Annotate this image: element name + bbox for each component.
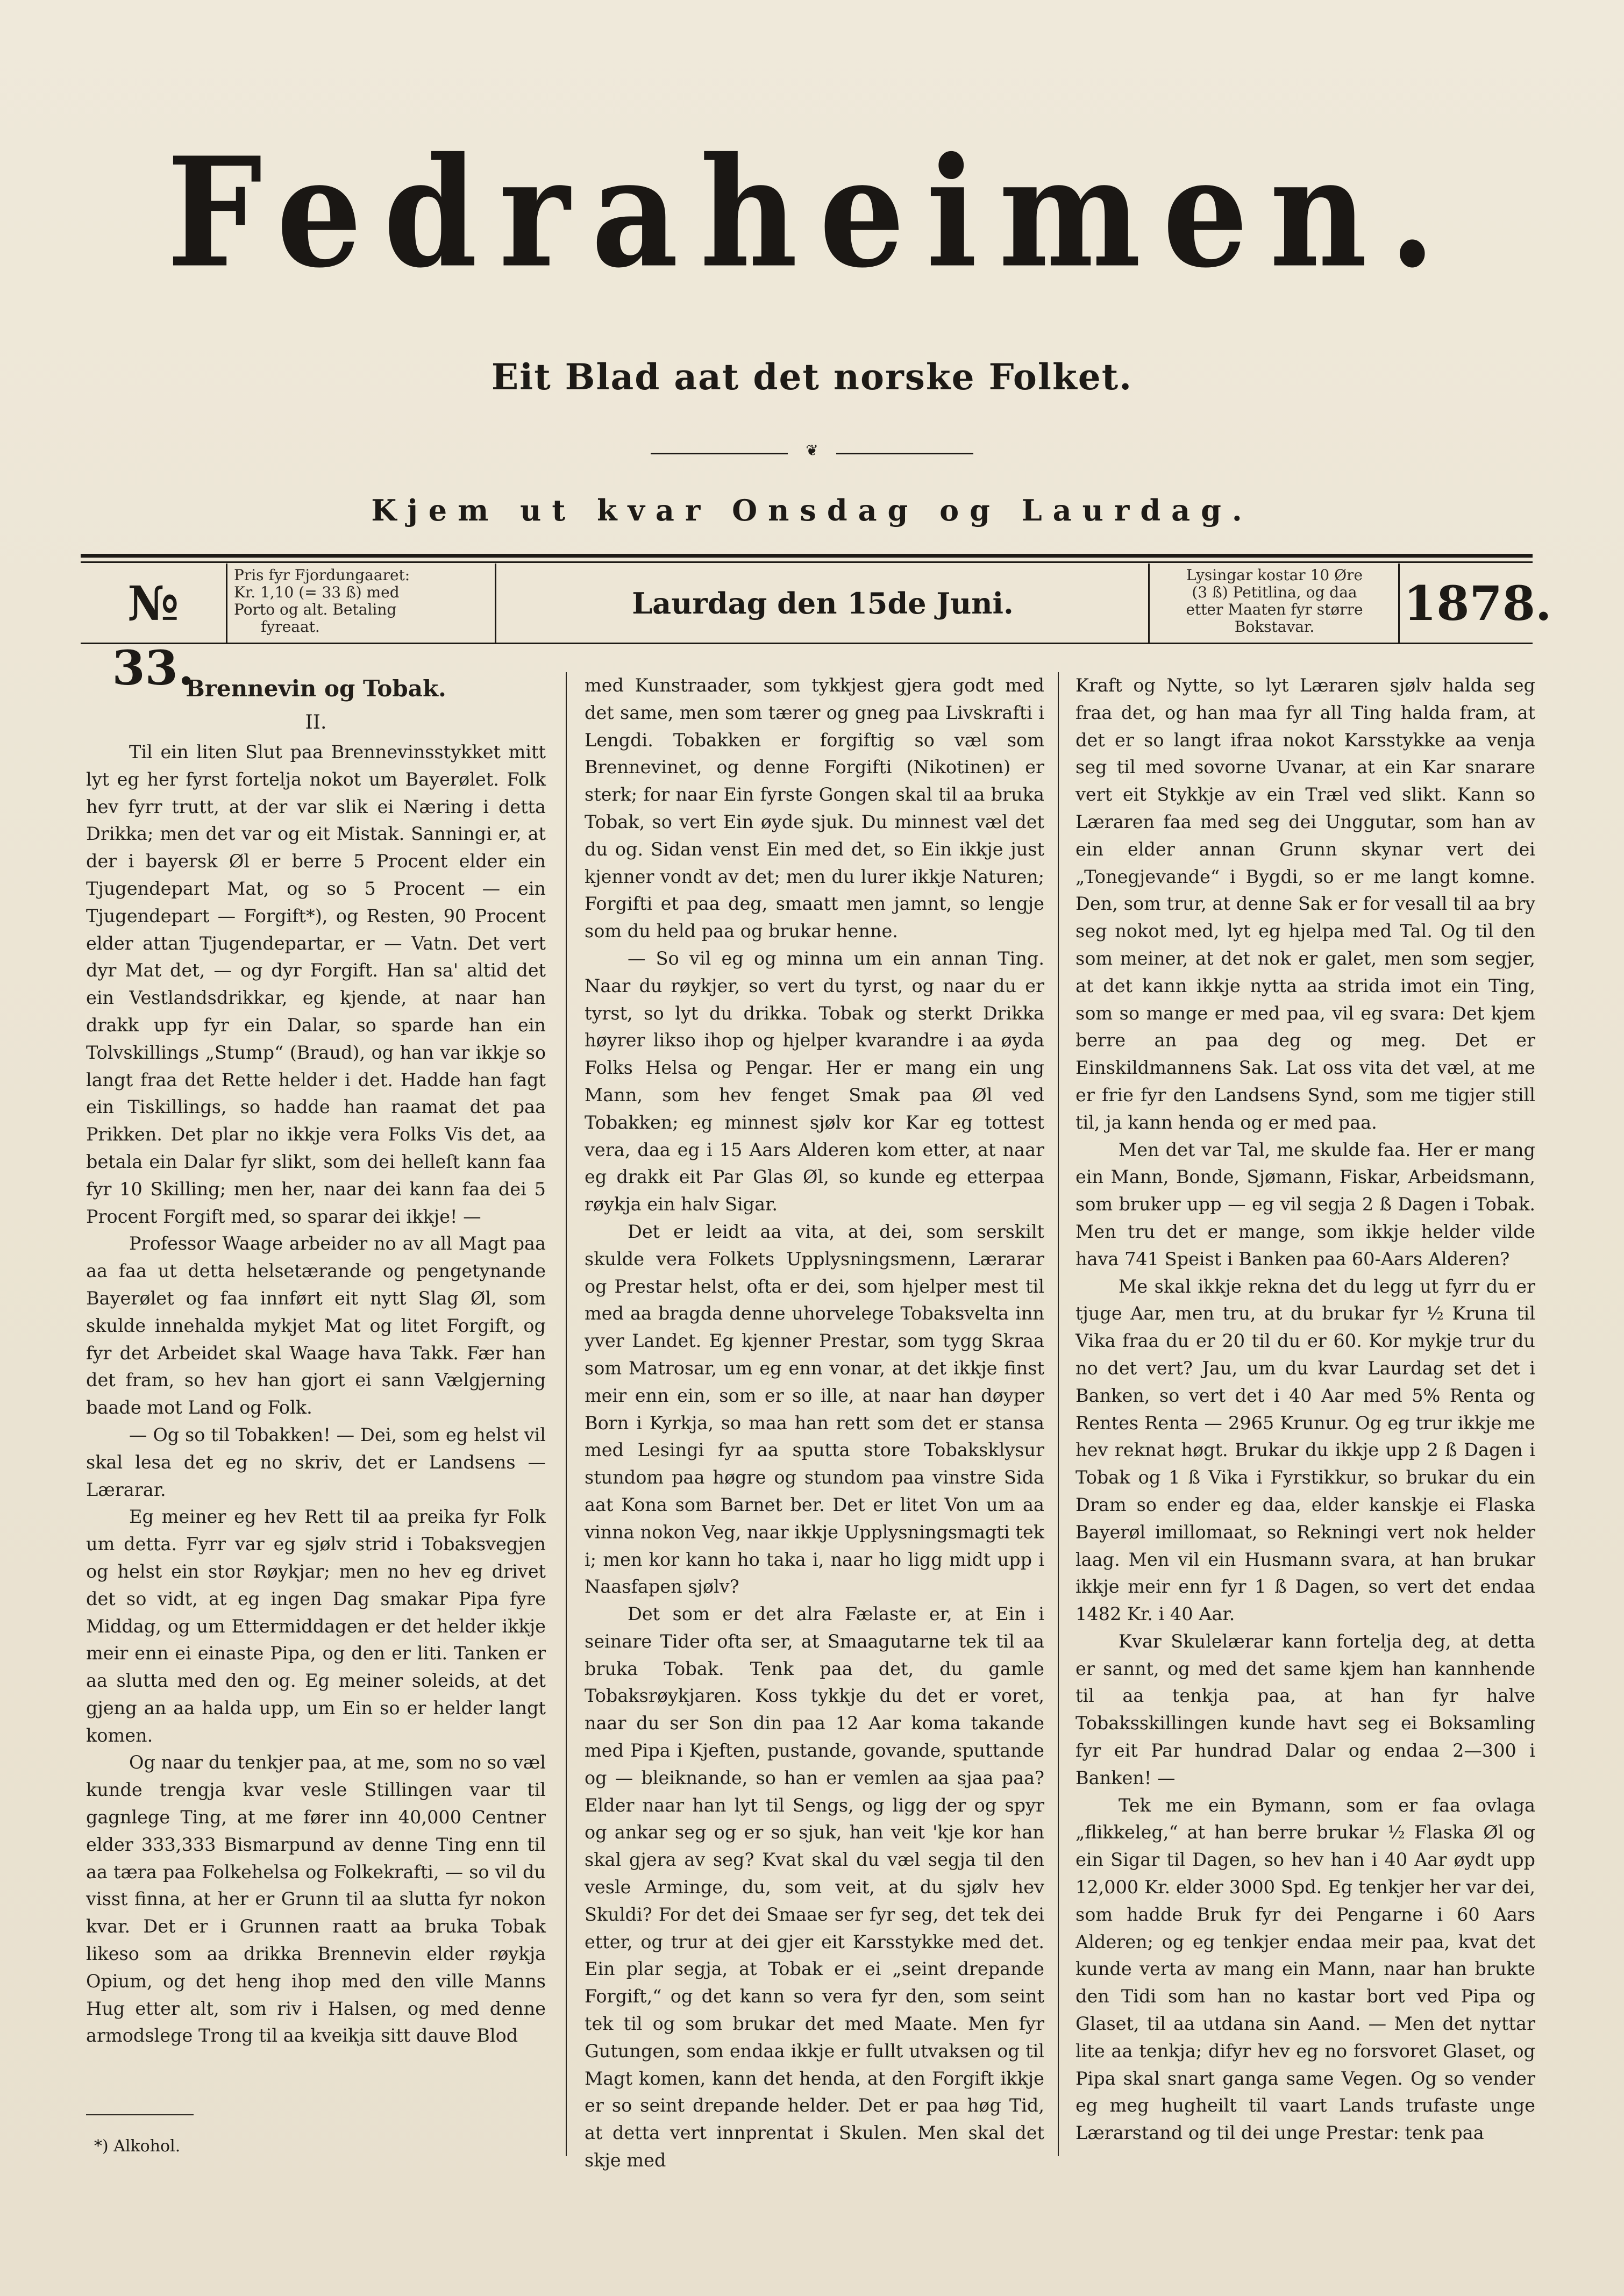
subscription-price — [234, 567, 487, 636]
article-part-number: II. — [305, 711, 327, 733]
footnote: *) Alkohol. — [94, 2137, 181, 2156]
article-title: Brennevin og Tobak. — [186, 675, 446, 702]
column-2 — [585, 672, 1044, 2174]
infobar-rule-thick — [81, 554, 1533, 558]
paragraph: Eg meiner eg hev Rett til aa preika fyr Folk um detta. Fyrr var eg sjølv strid i Tobaksvegjen og helst ein stor Røykjar; men no hev eg drivet det so vidt, at eg ingen Dag smakar Pipa fyre Middag, og um Ettermiddagen er det helder ikkje meir enn ei einaste Pipa, og den er liti. Tanken er aa slutta med den og. Eg meiner soleids, at det gjeng an aa halda upp, um Ein so er helder langt komen. — [86, 1506, 546, 1746]
issue-date: Laurdag den 15de Juni. — [632, 586, 1014, 621]
paragraph: Kraft og Nytte, so lyt Læraren sjølv halda seg fraa det, og han maa fyr all Ting halda fram, at det er so langt ifraa nokot Karsstykke aa venja seg til med sovorne Uvanar, at ein Kar snarare vert eit Stykkje av ein Træl ved slikt. Kann so Læraren faa med seg dei Unggutar, som han av ein elder annan Grunn skynar vert dei „Tonegjevande“ i Bygdi, so er me langt komne. Den, som trur, at denne Sak er for vesall til aa bry seg nokot med, lyt eg hjelpa med Tal. Og til den som meiner, at det nok er galet, men som segjer, at det kann ikkje nytta aa strida imot ein Ting, som so mange er med paa, vil eg svara: Det kjem berre an paa deg og meg. Det er Einskildmannens Sak. Lat oss vita det væl, at me er frie fyr den Landsens Synd, som me tigjer still til, ja kann henda og er med paa. — [1075, 675, 1535, 1133]
paragraph: Men det var Tal, me skulde faa. Her er mang ein Mann, Bonde, Sjømann, Fiskar, Arbeidsmann, som bruker upp — eg vil segja 2 ß Dagen i Tobak. Men tru det er mange, som ikkje helder vilde hava 741 Speist i Banken paa 60-Aars Alderen? — [1075, 1139, 1535, 1270]
infobar-divider — [495, 564, 496, 643]
price-line: Kr. 1,10 (= 33 ß) med — [234, 583, 400, 601]
advertising-rates — [1153, 567, 1395, 636]
paragraph: Professor Waage arbeider no av all Magt paa aa faa ut detta helsetærande og pengetynande Bayerølet og faa innført eit nytt Slag Øl, som skulde innehalda mykjet Mat og litet Forgift, og fyr det Arbeidet skal Waage hava Takk. Fær han det fram, so hev han gjort ei sann Vælgjerning baade mot Land og Folk. — [86, 1233, 546, 1418]
infobar-rule-thin — [81, 561, 1533, 563]
paragraph: — Og so til Tobakken! — Dei, som eg helst vil skal lesa det eg no skriv, det er Landsens — Lærarar. — [86, 1424, 546, 1500]
paragraph: Til ein liten Slut paa Brennevinsstykket mitt lyt eg her fyrst fortelja nokot um Bayerølet. Folk hev fyrr trutt, at der var slik ei Næring i detta Drikka; men det var og eit Mistak. Sanningi er, at der i bayersk Øl er berre 5 Procent elder ein Tjugendepart Mat, og so 5 Procent — ein Tjugendepart — Forgift*), og Resten, 90 Procent elder attan Tjugendepartar, er — Vatn. Det vert dyr Mat det, — og dyr Forgift. Han sa' altid det ein Vestlandsdrikkar, eg kjende, at naar han drakk upp fyr ein Dalar, so sparde han ein Tolvskillings „Stump“ (Braud), og han var ikkje so langt fraa det Rette helder i det. Hadde han fagt ein Tiskillings, so hadde han raamat det paa Prikken. Det plar no ikkje vera Folks Vis det, aa betala ein Dalar fyr slikt, som dei helleſt kann faa fyr 10 Skilling; men her, naar dei kann faa dei 5 Procent Forgift med, so sparar dei ikkje! — — [86, 741, 546, 1227]
infobar-divider — [1398, 564, 1400, 643]
paragraph: Me skal ikkje rekna det du legg ut fyrr du er tjuge Aar, men tru, at du brukar fyr ½ Kruna til Vika fraa du er 20 til du er 60. Kor mykje trur du no det vert? Jau, um du kvar Laurdag set det i Banken, so vert det i 40 Aar med 5% Renta og Rentes Renta — 2965 Krunur. Og eg trur ikkje me hev reknat høgt. Brukar du ikkje upp 2 ß Dagen i Tobak og 1 ß Vika i Fyrstikkur, so brukar du ein Dram so ender eg daa, elder kanskje ei Flaska Bayerøl imillomaat, so Rekningi vert nok helder laag. Men vil ein Husmann svara, at han brukar ikkje meir enn fyr 1 ß Dagen, so vert det endaa 1482 Kr. i 40 Aar. — [1075, 1275, 1535, 1625]
masthead-title: Fedraheimen. — [167, 124, 1457, 301]
price-line: Pris fyr Fjordungaaret: — [234, 566, 410, 584]
price-line: Porto og alt. Betaling — [234, 601, 397, 618]
column-1 — [86, 672, 546, 2050]
ornament-line-right — [836, 453, 973, 454]
ornament-icon: ❦ — [806, 441, 818, 459]
ad-line: Lysingar kostar 10 Øre — [1186, 566, 1363, 584]
paragraph: — So vil eg og minna um ein annan Ting. Naar du røykjer, so vert du tyrst, og naar du er tyrst, so lyt du drikka. Tobak og sterkt Drikka høyrer likso ihop og hjelper kvarandre i aa øyda Folks Helsa og Pengar. Her er mang ein ung Mann, som hev fenget Smak paa Øl ved Tobakken; eg minnest sjølv kor Kar eg tottest vera, daa eg i 15 Aars Alderen kom etter, at naar eg drakk eit Par Glas Øl, so kunde eg etterpaa røykja ein halv Sigar. — [585, 947, 1044, 1215]
ornament-divider — [651, 441, 973, 459]
paragraph: Det som er det alra Fælaste er, at Ein i seinare Tider ofta ser, at Smaagutarne tek til aa bruka Tobak. Tenk paa det, du gamle Tobaksrøykjaren. Koss tykkje du det er voret, naar du ser Son din paa 12 Aar koma takande med Pipa i Kjeften, pustande, govande, sputtande og — bleiknande, so han er vemlen aa sjaa paa? Elder naar han lyt til Sengs, og ligg der og spyr og ankar seg og er so sjuk, han veit 'kje kor han skal gjera av seg? Kvat skal du væl segja til den vesle Arminge, du, som veit, at du sjølv hev Skuldi? For det dei Smaae ser fyr seg, det tek dei etter, og trur at dei gjer eit Karsstykke med det. Ein plar segja, at Tobak er ei „seint drepande Forgift,“ og det kann so vera fyr den, som seint tek til og som brukar det med Maate. Men fyr Gutungen, som endaa ikkje er fullt utvaksen og til Magt komen, kann det henda, at den Forgift ikkje er so seint drepande helder. Det er paa høg Tid, at detta vert innprentat i Skulen. Men skal det skje med — [585, 1603, 1044, 2171]
column-3 — [1075, 672, 1535, 2147]
price-line: fyreaat. — [261, 618, 320, 636]
issue-year: 1878. — [1404, 575, 1552, 631]
column-rule — [1058, 672, 1059, 2156]
issue-number: № 33. — [112, 575, 195, 696]
ad-line: (3 ß) Petitlina, og daa — [1192, 583, 1357, 601]
infobar-rule-bottom — [81, 643, 1533, 644]
ornament-line-left — [651, 453, 788, 454]
infobar-divider — [1148, 564, 1150, 643]
infobar-divider — [226, 564, 227, 643]
ad-line: etter Maaten fyr større — [1186, 601, 1363, 618]
masthead-subtitle: Eit Blad aat det norske Folket. — [491, 356, 1133, 398]
publication-schedule: Kjem ut kvar Onsdag og Laurdag. — [371, 493, 1253, 527]
paragraph: Og naar du tenkjer paa, at me, som no so væl kunde trengja kvar vesle Stillingen vaar til gagnlege Ting, at me fører inn 40,000 Centner elder 333,333 Bismarpund av denne Ting enn til aa tæra paa Folkehelsa og Folkekrafti, — so vil du visst finna, at her er Grunn til aa slutta fyr nokon kvar. Det er i Grunnen raatt aa bruka Tobak likeso som aa drikka Brennevin elder røykja Opium, og det heng ihop med den ville Manns Hug etter alt, som riv i Halsen, og med denne armodslege Trong til aa kveikja sitt dauve Blod — [86, 1752, 546, 2047]
paragraph: Det er leidt aa vita, at dei, som serskilt skulde vera Folkets Upplysningsmenn, Lærarar og Prestar helst, ofta er dei, som hjelper mest til med aa bragda denne uhorvelege Tobaksvelta inn yver Landet. Eg kjenner Prestar, som tygg Skraa som Matrosar, um eg enn vonar, at det ikkje finst meir enn ein, som er so ille, at naar han døyper Born i Kyrkja, so maa han rett som det er stansa med Lesingi fyr aa sputta store Tobaksklysur stundom paa høgre og stundom paa vinstre Sida aat Kona som Barnet ber. Det er litet Von um aa vinna nokon Veg, naar ikkje Upplysningsmagti tek i; men kor kann ho taka i, naar ho ligg midt upp i Naasfapen sjølv? — [585, 1221, 1044, 1598]
paragraph: Kvar Skulelærar kann fortelja deg, at detta er sannt, og med det same kjem han kannhende til aa tenkja paa, at han fyr halve Tobaksskillingen kunde havt seg ei Boksamling fyr eit Par hundrad Dalar og endaa 2—300 i Banken! — — [1075, 1630, 1535, 1788]
paragraph: Tek me ein Bymann, som er faa ovlaga „flikkeleg,“ at han berre brukar ½ Flaska Øl og ein Sigar til Dagen, so hev han i 40 Aar øydt upp 12,000 Kr. elder 3000 Spd. Eg tenkjer her var dei, som hadde Bruk fyr dei Pengarne i 60 Aars Alderen; og eg tenkjer endaa meir paa, kvat det kunde verta av mang ein Mann, naar han brukte den Tidi som han no kastar bort ved Pipa og Glaset, til aa utdana sin Aand. — Men det nyttar lite aa tenkja; difyr hev eg no forsvoret Glaset, og Pipa skal snart ganga same Vegen. Og so vender eg meg hugheilt til vaart Lands trufaste unge Lærarstand og til dei unge Prestar: tenk paa — [1075, 1794, 1535, 2144]
paragraph: med Kunstraader, som tykkjest gjera godt med det same, men som tærer og gneg paa Livskrafti i Lengdi. Tobakken er forgiftig so væl som Brennevinet, og denne Forgifti (Nikotinen) er sterk; for naar Ein fyrste Gongen skal til aa bruka Tobak, so vert Ein øyde sjuk. Du minnest væl det du og. Sidan venst Ein med det, so Ein ikkje just kjenner vondt av det; men du lurer ikkje Naturen; Forgifti et paa deg, smaatt men jamnt, so lengje som du held paa og brukar henne. — [585, 675, 1044, 942]
column-rule — [566, 672, 567, 2156]
footnote-rule — [86, 2114, 194, 2115]
ad-line: Bokstavar. — [1234, 618, 1315, 636]
